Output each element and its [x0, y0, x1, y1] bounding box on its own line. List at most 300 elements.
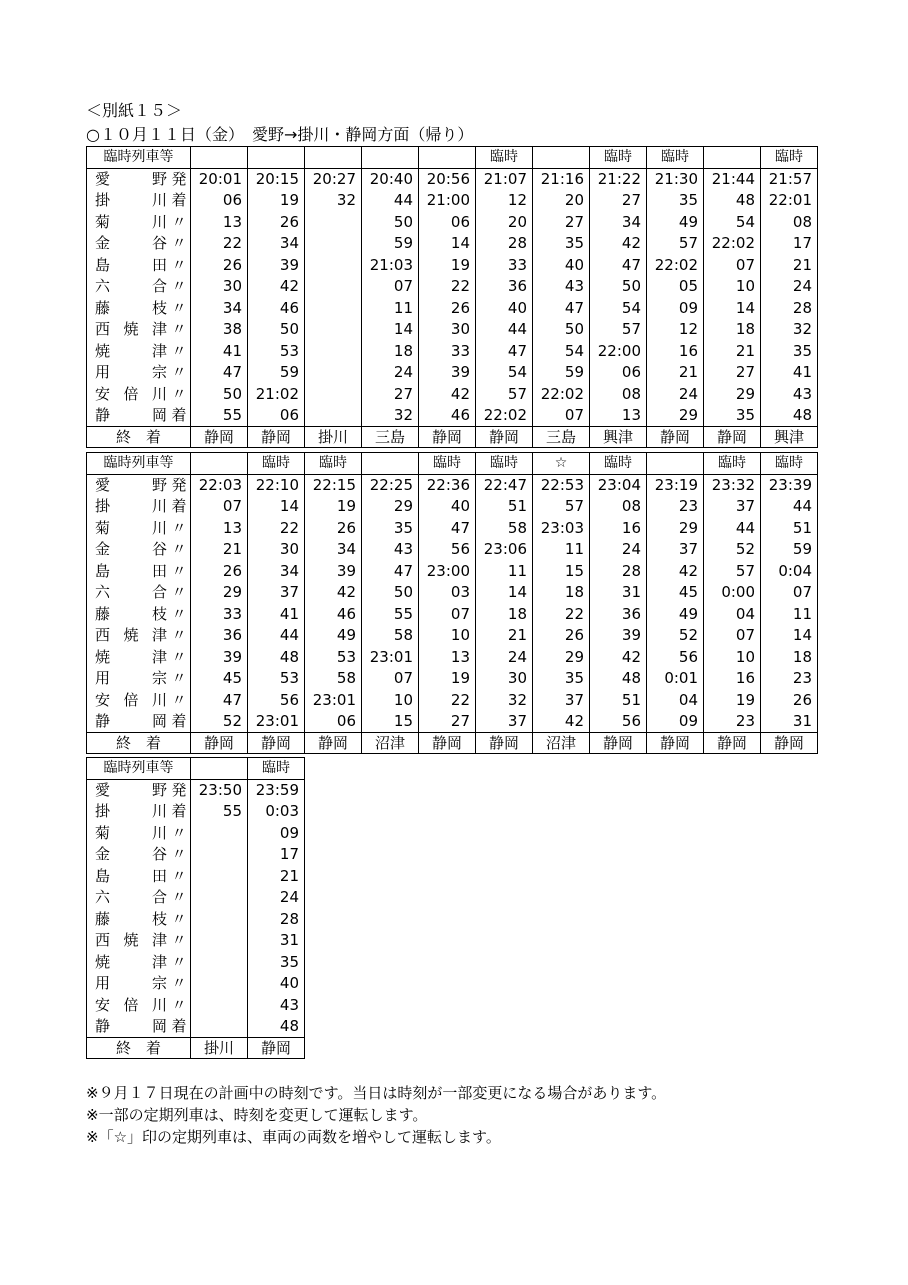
- note-line: ※「☆」印の定期列車は、車両の両数を増やして運転します。: [86, 1128, 501, 1146]
- time-cell: 26: [191, 560, 248, 582]
- destination-cell: 掛川: [305, 426, 362, 448]
- time-cell: 18: [476, 603, 533, 625]
- arr-dep-mark: 〃: [171, 931, 187, 950]
- station-label: [87, 474, 191, 496]
- train-type-cell: 臨時: [248, 758, 305, 780]
- station-label: [87, 233, 191, 255]
- time-cell: 15: [533, 560, 590, 582]
- time-cell: 51: [476, 496, 533, 518]
- time-cell: 21: [704, 340, 761, 362]
- time-cell: 52: [191, 711, 248, 733]
- time-cell: [305, 297, 362, 319]
- time-cell: 46: [419, 405, 476, 427]
- station-name: 菊 川: [95, 212, 167, 231]
- time-cell: 21: [476, 625, 533, 647]
- station-name: 静 岡: [95, 1017, 167, 1035]
- time-cell: 50: [191, 383, 248, 405]
- time-cell: [305, 319, 362, 341]
- station-label: [87, 496, 191, 518]
- time-cell: 59: [362, 233, 419, 255]
- time-cell: 23: [704, 711, 761, 733]
- station-label: [87, 276, 191, 298]
- arr-dep-mark: 〃: [171, 363, 187, 382]
- time-cell: 10: [704, 276, 761, 298]
- time-cell: 20: [476, 211, 533, 233]
- station-name: 用 宗: [95, 669, 167, 688]
- time-cell: 14: [248, 496, 305, 518]
- station-label: [87, 582, 191, 604]
- arr-dep-mark: 〃: [171, 277, 187, 296]
- station-name: 用 宗: [95, 974, 167, 993]
- arr-dep-mark: 〃: [171, 583, 187, 602]
- time-cell: 26: [191, 254, 248, 276]
- time-cell: 14: [476, 582, 533, 604]
- station-name: 西焼津: [95, 931, 167, 950]
- time-cell: 12: [647, 319, 704, 341]
- arr-dep-mark: 着: [171, 497, 187, 516]
- destination-cell: 興津: [761, 426, 818, 448]
- time-cell: 40: [248, 973, 305, 995]
- time-cell: 28: [761, 297, 818, 319]
- arr-dep-mark: 〃: [171, 974, 187, 993]
- time-cell: 47: [476, 340, 533, 362]
- time-cell: [191, 908, 248, 930]
- time-cell: 06: [590, 362, 647, 384]
- destination-cell: 静岡: [191, 732, 248, 754]
- arr-dep-mark: 〃: [171, 690, 187, 709]
- time-cell: 35: [362, 517, 419, 539]
- time-cell: 40: [533, 254, 590, 276]
- train-type-row: [87, 758, 305, 780]
- time-cell: 20: [533, 190, 590, 212]
- time-cell: 56: [590, 711, 647, 733]
- time-cell: 53: [248, 340, 305, 362]
- time-cell: 22: [191, 233, 248, 255]
- time-cell: [191, 973, 248, 995]
- time-cell: 0:01: [647, 668, 704, 690]
- time-cell: 47: [590, 254, 647, 276]
- time-cell: 07: [761, 582, 818, 604]
- train-type-cell: 臨時: [476, 147, 533, 169]
- arr-dep-mark: 発: [171, 170, 187, 188]
- time-cell: 16: [590, 517, 647, 539]
- time-cell: 0:04: [761, 560, 818, 582]
- destination-cell: 掛川: [191, 1037, 248, 1059]
- time-cell: 20:40: [362, 168, 419, 190]
- time-cell: 22: [533, 603, 590, 625]
- train-type-cell: [533, 147, 590, 169]
- time-cell: 37: [704, 496, 761, 518]
- time-cell: [191, 822, 248, 844]
- arr-dep-mark: 〃: [171, 626, 187, 645]
- time-cell: 48: [704, 190, 761, 212]
- station-row: [87, 276, 818, 298]
- time-cell: 56: [248, 689, 305, 711]
- time-cell: 56: [419, 539, 476, 561]
- station-name: 掛 川: [95, 497, 167, 516]
- destination-cell: 静岡: [761, 732, 818, 754]
- time-cell: 22: [419, 276, 476, 298]
- station-name: 金 谷: [95, 540, 167, 559]
- destination-label: 終 着: [87, 732, 191, 754]
- time-cell: 16: [704, 668, 761, 690]
- station-row: [87, 211, 818, 233]
- station-label: [87, 1016, 191, 1038]
- station-row: [87, 254, 818, 276]
- time-cell: 52: [647, 625, 704, 647]
- time-cell: 23:32: [704, 474, 761, 496]
- time-cell: 26: [305, 517, 362, 539]
- station-label: [87, 951, 191, 973]
- time-cell: 26: [761, 689, 818, 711]
- station-name: 西焼津: [95, 626, 167, 645]
- time-cell: 07: [362, 276, 419, 298]
- train-type-cell: 臨時: [305, 453, 362, 475]
- station-name: 藤 枝: [95, 298, 167, 317]
- station-label: [87, 779, 191, 801]
- train-type-cell: [704, 147, 761, 169]
- time-cell: 44: [761, 496, 818, 518]
- station-row: [87, 994, 305, 1016]
- arr-dep-mark: 〃: [171, 995, 187, 1014]
- arr-dep-mark: 着: [171, 191, 187, 210]
- page-title: ＜別紙１５＞: [86, 101, 183, 120]
- station-name: 藤 枝: [95, 909, 167, 928]
- arr-dep-mark: 〃: [171, 647, 187, 666]
- time-cell: 35: [533, 233, 590, 255]
- station-row: [87, 973, 305, 995]
- time-cell: 21: [647, 362, 704, 384]
- station-label: [87, 254, 191, 276]
- station-row: [87, 233, 818, 255]
- time-cell: 24: [647, 383, 704, 405]
- time-cell: 19: [305, 496, 362, 518]
- time-cell: 17: [248, 844, 305, 866]
- time-cell: 07: [533, 405, 590, 427]
- time-cell: 21:44: [704, 168, 761, 190]
- station-row: [87, 646, 818, 668]
- time-cell: 11: [761, 603, 818, 625]
- train-type-cell: 臨時: [590, 453, 647, 475]
- time-cell: 22:10: [248, 474, 305, 496]
- time-cell: 32: [761, 319, 818, 341]
- station-label: [87, 319, 191, 341]
- time-cell: 35: [647, 190, 704, 212]
- destination-label: 終 着: [87, 426, 191, 448]
- time-cell: 09: [647, 711, 704, 733]
- time-cell: 54: [476, 362, 533, 384]
- time-cell: 38: [191, 319, 248, 341]
- station-row: [87, 297, 818, 319]
- arr-dep-mark: 〃: [171, 561, 187, 580]
- destination-cell: 静岡: [647, 426, 704, 448]
- timetable-part-3: [86, 757, 305, 1059]
- time-cell: 12: [476, 190, 533, 212]
- destination-cell: 静岡: [704, 426, 761, 448]
- time-cell: 27: [362, 383, 419, 405]
- destination-cell: 静岡: [248, 426, 305, 448]
- time-cell: 20:56: [419, 168, 476, 190]
- time-cell: 50: [362, 582, 419, 604]
- time-cell: 58: [476, 517, 533, 539]
- station-label: [87, 211, 191, 233]
- station-name: 金 谷: [95, 234, 167, 253]
- time-cell: 21:30: [647, 168, 704, 190]
- station-row: [87, 168, 818, 190]
- notes: [86, 1082, 666, 1148]
- time-cell: 21: [761, 254, 818, 276]
- time-cell: 23:03: [533, 517, 590, 539]
- station-label: [87, 646, 191, 668]
- time-cell: 36: [476, 276, 533, 298]
- time-cell: 58: [362, 625, 419, 647]
- time-cell: [305, 383, 362, 405]
- time-cell: 07: [362, 668, 419, 690]
- station-name: 安倍川: [95, 384, 167, 403]
- time-cell: 14: [704, 297, 761, 319]
- time-cell: 11: [533, 539, 590, 561]
- time-cell: 23: [647, 496, 704, 518]
- time-cell: 22:36: [419, 474, 476, 496]
- train-type-cell: [191, 758, 248, 780]
- time-cell: 29: [191, 582, 248, 604]
- time-cell: 06: [191, 190, 248, 212]
- time-cell: 22: [419, 689, 476, 711]
- time-cell: 18: [362, 340, 419, 362]
- station-name: 金 谷: [95, 845, 167, 864]
- time-cell: 39: [305, 560, 362, 582]
- station-label: [87, 711, 191, 733]
- station-label: [87, 865, 191, 887]
- station-row: [87, 603, 818, 625]
- station-row: [87, 560, 818, 582]
- station-label: [87, 539, 191, 561]
- arr-dep-mark: 発: [171, 781, 187, 799]
- time-cell: 10: [419, 625, 476, 647]
- time-cell: 54: [704, 211, 761, 233]
- time-cell: 23:00: [419, 560, 476, 582]
- station-label: [87, 603, 191, 625]
- time-cell: 03: [419, 582, 476, 604]
- arr-dep-mark: 〃: [171, 952, 187, 971]
- time-cell: 23:01: [362, 646, 419, 668]
- station-name: 藤 枝: [95, 604, 167, 623]
- time-cell: 53: [248, 668, 305, 690]
- time-cell: 23:01: [248, 711, 305, 733]
- station-row: [87, 362, 818, 384]
- time-cell: 39: [590, 625, 647, 647]
- time-cell: 11: [476, 560, 533, 582]
- time-cell: 44: [362, 190, 419, 212]
- station-row: [87, 887, 305, 909]
- station-name: 六 合: [95, 277, 167, 296]
- time-cell: 30: [248, 539, 305, 561]
- train-type-cell: [647, 453, 704, 475]
- time-cell: 29: [647, 517, 704, 539]
- time-cell: 47: [533, 297, 590, 319]
- arr-dep-mark: 着: [171, 712, 187, 730]
- station-row: [87, 405, 818, 427]
- station-name: 島 田: [95, 866, 167, 885]
- time-cell: 13: [191, 517, 248, 539]
- time-cell: 22:01: [761, 190, 818, 212]
- time-cell: 21: [191, 539, 248, 561]
- time-cell: 44: [476, 319, 533, 341]
- station-row: [87, 190, 818, 212]
- train-type-cell: 臨時: [704, 453, 761, 475]
- station-label: [87, 340, 191, 362]
- time-cell: 08: [590, 383, 647, 405]
- station-row: [87, 908, 305, 930]
- time-cell: [305, 362, 362, 384]
- time-cell: 21:57: [761, 168, 818, 190]
- time-cell: 53: [305, 646, 362, 668]
- time-cell: 24: [590, 539, 647, 561]
- time-cell: 21:16: [533, 168, 590, 190]
- destination-cell: 静岡: [305, 732, 362, 754]
- time-cell: 04: [647, 689, 704, 711]
- station-label: [87, 362, 191, 384]
- arr-dep-mark: 〃: [171, 845, 187, 864]
- time-cell: 14: [761, 625, 818, 647]
- time-cell: [191, 844, 248, 866]
- row-header-label: 臨時列車等: [87, 147, 191, 169]
- station-name: 掛 川: [95, 191, 167, 210]
- time-cell: 37: [248, 582, 305, 604]
- time-cell: 50: [248, 319, 305, 341]
- time-cell: 47: [191, 362, 248, 384]
- time-cell: [305, 233, 362, 255]
- train-type-cell: 臨時: [647, 147, 704, 169]
- time-cell: [191, 865, 248, 887]
- station-name: 西焼津: [95, 320, 167, 339]
- time-cell: 48: [248, 1016, 305, 1038]
- destination-cell: 静岡: [191, 426, 248, 448]
- time-cell: 13: [590, 405, 647, 427]
- station-name: 静 岡: [95, 712, 167, 730]
- station-row: [87, 668, 818, 690]
- time-cell: 32: [362, 405, 419, 427]
- time-cell: [305, 254, 362, 276]
- station-row: [87, 951, 305, 973]
- station-label: [87, 994, 191, 1016]
- time-cell: 30: [191, 276, 248, 298]
- time-cell: 35: [704, 405, 761, 427]
- time-cell: 22:53: [533, 474, 590, 496]
- station-row: [87, 779, 305, 801]
- train-type-cell: [305, 147, 362, 169]
- timetable-part-1: [86, 146, 818, 448]
- destination-row: [87, 732, 818, 754]
- station-name: 菊 川: [95, 823, 167, 842]
- station-row: [87, 383, 818, 405]
- time-cell: 42: [305, 582, 362, 604]
- train-type-cell: 臨時: [761, 147, 818, 169]
- time-cell: 57: [533, 496, 590, 518]
- destination-cell: 静岡: [476, 732, 533, 754]
- time-cell: 06: [248, 405, 305, 427]
- time-cell: 47: [362, 560, 419, 582]
- time-cell: 30: [476, 668, 533, 690]
- time-cell: 24: [476, 646, 533, 668]
- time-cell: 20:27: [305, 168, 362, 190]
- time-cell: 48: [248, 646, 305, 668]
- arr-dep-mark: 着: [171, 802, 187, 821]
- train-type-cell: [419, 147, 476, 169]
- time-cell: 21:03: [362, 254, 419, 276]
- time-cell: 23:59: [248, 779, 305, 801]
- time-cell: 33: [476, 254, 533, 276]
- station-row: [87, 1016, 305, 1038]
- time-cell: [305, 211, 362, 233]
- time-cell: 15: [362, 711, 419, 733]
- station-label: [87, 297, 191, 319]
- time-cell: [305, 405, 362, 427]
- time-cell: 34: [248, 233, 305, 255]
- time-cell: 07: [191, 496, 248, 518]
- arr-dep-mark: 着: [171, 406, 187, 424]
- station-row: [87, 539, 818, 561]
- station-row: [87, 582, 818, 604]
- time-cell: 59: [761, 539, 818, 561]
- station-row: [87, 865, 305, 887]
- destination-cell: 静岡: [419, 426, 476, 448]
- time-cell: 34: [590, 211, 647, 233]
- time-cell: 07: [704, 254, 761, 276]
- time-cell: 22:47: [476, 474, 533, 496]
- time-cell: 09: [647, 297, 704, 319]
- time-cell: 50: [362, 211, 419, 233]
- time-cell: 41: [761, 362, 818, 384]
- train-type-cell: 臨時: [590, 147, 647, 169]
- time-cell: 43: [761, 383, 818, 405]
- station-row: [87, 689, 818, 711]
- timetable-part-2: [86, 452, 818, 754]
- station-row: [87, 474, 818, 496]
- arr-dep-mark: 〃: [171, 384, 187, 403]
- time-cell: 51: [590, 689, 647, 711]
- station-name: 焼 津: [95, 952, 167, 971]
- row-header-label: 臨時列車等: [87, 453, 191, 475]
- destination-label: 終 着: [87, 1037, 191, 1059]
- station-name: 島 田: [95, 561, 167, 580]
- time-cell: 22:02: [647, 254, 704, 276]
- station-label: [87, 689, 191, 711]
- station-label: [87, 383, 191, 405]
- time-cell: 55: [362, 603, 419, 625]
- time-cell: 23:01: [305, 689, 362, 711]
- time-cell: 19: [419, 668, 476, 690]
- time-cell: 22:02: [476, 405, 533, 427]
- time-cell: 22: [248, 517, 305, 539]
- train-type-row: [87, 147, 818, 169]
- time-cell: 46: [305, 603, 362, 625]
- time-cell: 34: [191, 297, 248, 319]
- time-cell: 06: [305, 711, 362, 733]
- time-cell: 59: [533, 362, 590, 384]
- time-cell: 21:00: [419, 190, 476, 212]
- train-type-cell: ☆: [533, 453, 590, 475]
- time-cell: 42: [647, 560, 704, 582]
- time-cell: 18: [533, 582, 590, 604]
- time-cell: 24: [761, 276, 818, 298]
- time-cell: 23:19: [647, 474, 704, 496]
- destination-cell: 興津: [590, 426, 647, 448]
- arr-dep-mark: 〃: [171, 320, 187, 339]
- time-cell: 46: [248, 297, 305, 319]
- train-type-cell: 臨時: [419, 453, 476, 475]
- time-cell: 34: [305, 539, 362, 561]
